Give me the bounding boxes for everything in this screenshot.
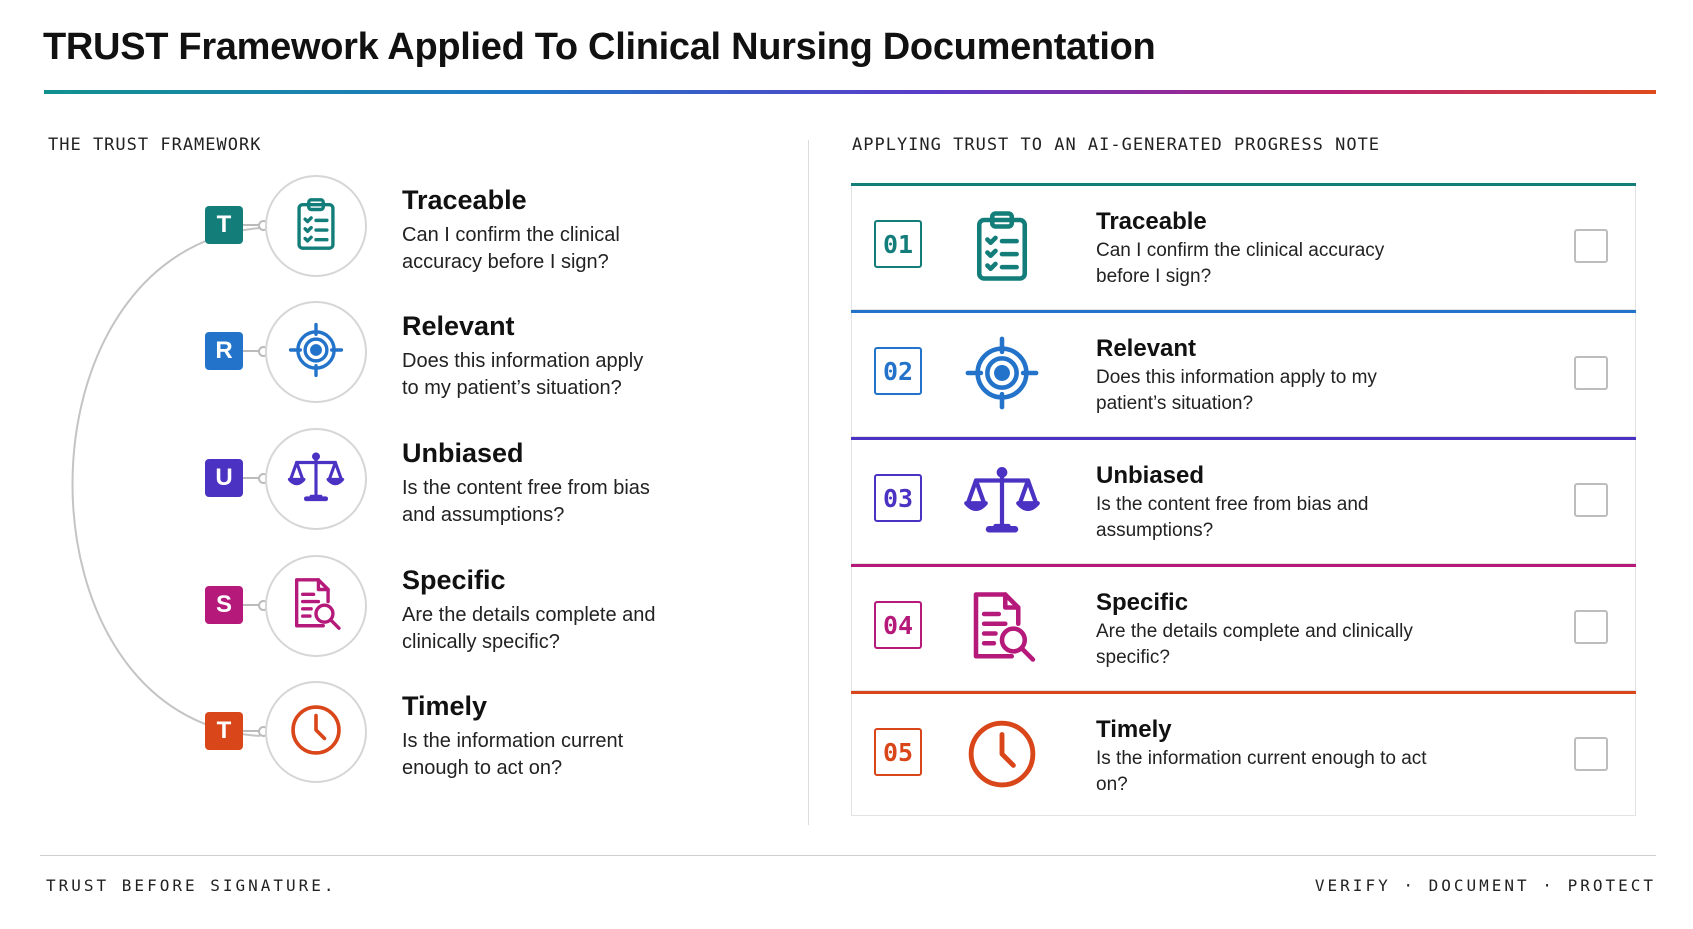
checklist-card-specific [851,564,1636,691]
checklist-card-relevant [851,310,1636,437]
checklist-card-timely [851,691,1636,816]
card-title: Specific [1096,589,1189,616]
card-title: Traceable [1096,208,1207,235]
framework-item-specific [0,565,800,692]
scales-icon-circle [265,428,367,530]
card-accent-bar [851,691,1636,694]
framework-item-question: Is the information current enough to act on? [402,730,624,779]
document-search-icon [287,575,345,638]
checklist-card-traceable [851,183,1636,310]
framework-item-unbiased [0,438,800,565]
scales-icon [287,448,345,511]
page-title: TRUST Framework Applied To Clinical Nursing Documentation [43,26,1156,68]
card-question: Is the content free from bias and assumptions? [1096,494,1369,541]
step-number: 03 [874,474,922,522]
target-icon-circle [265,301,367,403]
step-number: 02 [874,347,922,395]
footer-motto: VERIFY · DOCUMENT · PROTECT [1314,876,1656,895]
clipboard-check-icon [287,195,345,258]
framework-item-title: Relevant [402,311,515,341]
clock-icon-circle [265,681,367,783]
card-question: Are the details complete and clinically specific? [1096,621,1413,668]
card-accent-bar [851,564,1636,567]
document-search-icon [962,587,1042,667]
right-section-label: APPLYING TRUST TO AN AI-GENERATED PROGRESS NOTE [852,135,1381,155]
verify-checkbox[interactable] [1574,483,1608,517]
framework-item-question: Does this information apply to my patient’s situation? [402,350,644,399]
card-accent-bar [851,437,1636,440]
target-icon [962,333,1042,413]
card-question: Is the information current enough to act on? [1096,748,1427,795]
scales-icon [962,460,1042,540]
framework-item-question: Are the details complete and clinically specific? [402,604,656,653]
clock-icon [287,701,345,764]
letter-badge: T [205,712,243,750]
target-icon [287,321,345,384]
document-search-icon-circle [265,555,367,657]
checklist-card-unbiased [851,437,1636,564]
left-section-label: THE TRUST FRAMEWORK [48,135,262,155]
verify-checkbox[interactable] [1574,737,1608,771]
letter-badge: T [205,206,243,244]
card-title: Unbiased [1096,462,1205,489]
framework-item-question: Is the content free from bias and assumptions? [402,477,650,526]
step-number: 05 [874,728,922,776]
framework-item-title: Traceable [402,185,527,215]
card-question: Can I confirm the clinical accuracy before I sign? [1096,240,1385,287]
card-title: Timely [1096,716,1172,743]
card-question: Does this information apply to my patient’s situation? [1096,367,1377,414]
framework-item-title: Timely [402,691,488,721]
framework-item-title: Unbiased [402,438,524,468]
verify-checkbox[interactable] [1574,229,1608,263]
framework-item-timely [0,691,800,818]
clipboard-check-icon [962,206,1042,286]
verify-checkbox[interactable] [1574,610,1608,644]
letter-badge: S [205,586,243,624]
clipboard-check-icon-circle [265,175,367,277]
step-number: 01 [874,220,922,268]
letter-badge: R [205,332,243,370]
card-accent-bar [851,183,1636,186]
framework-item-title: Specific [402,565,506,595]
verify-checkbox[interactable] [1574,356,1608,390]
framework-item-relevant [0,311,800,438]
column-divider [808,140,809,825]
step-number: 04 [874,601,922,649]
footer-tagline: TRUST BEFORE SIGNATURE. [46,876,337,895]
framework-item-traceable [0,185,800,312]
card-accent-bar [851,310,1636,313]
card-title: Relevant [1096,335,1197,362]
framework-item-question: Can I confirm the clinical accuracy before I sign? [402,224,620,273]
footer-rule [40,855,1656,856]
letter-badge: U [205,459,243,497]
clock-icon [962,714,1042,794]
